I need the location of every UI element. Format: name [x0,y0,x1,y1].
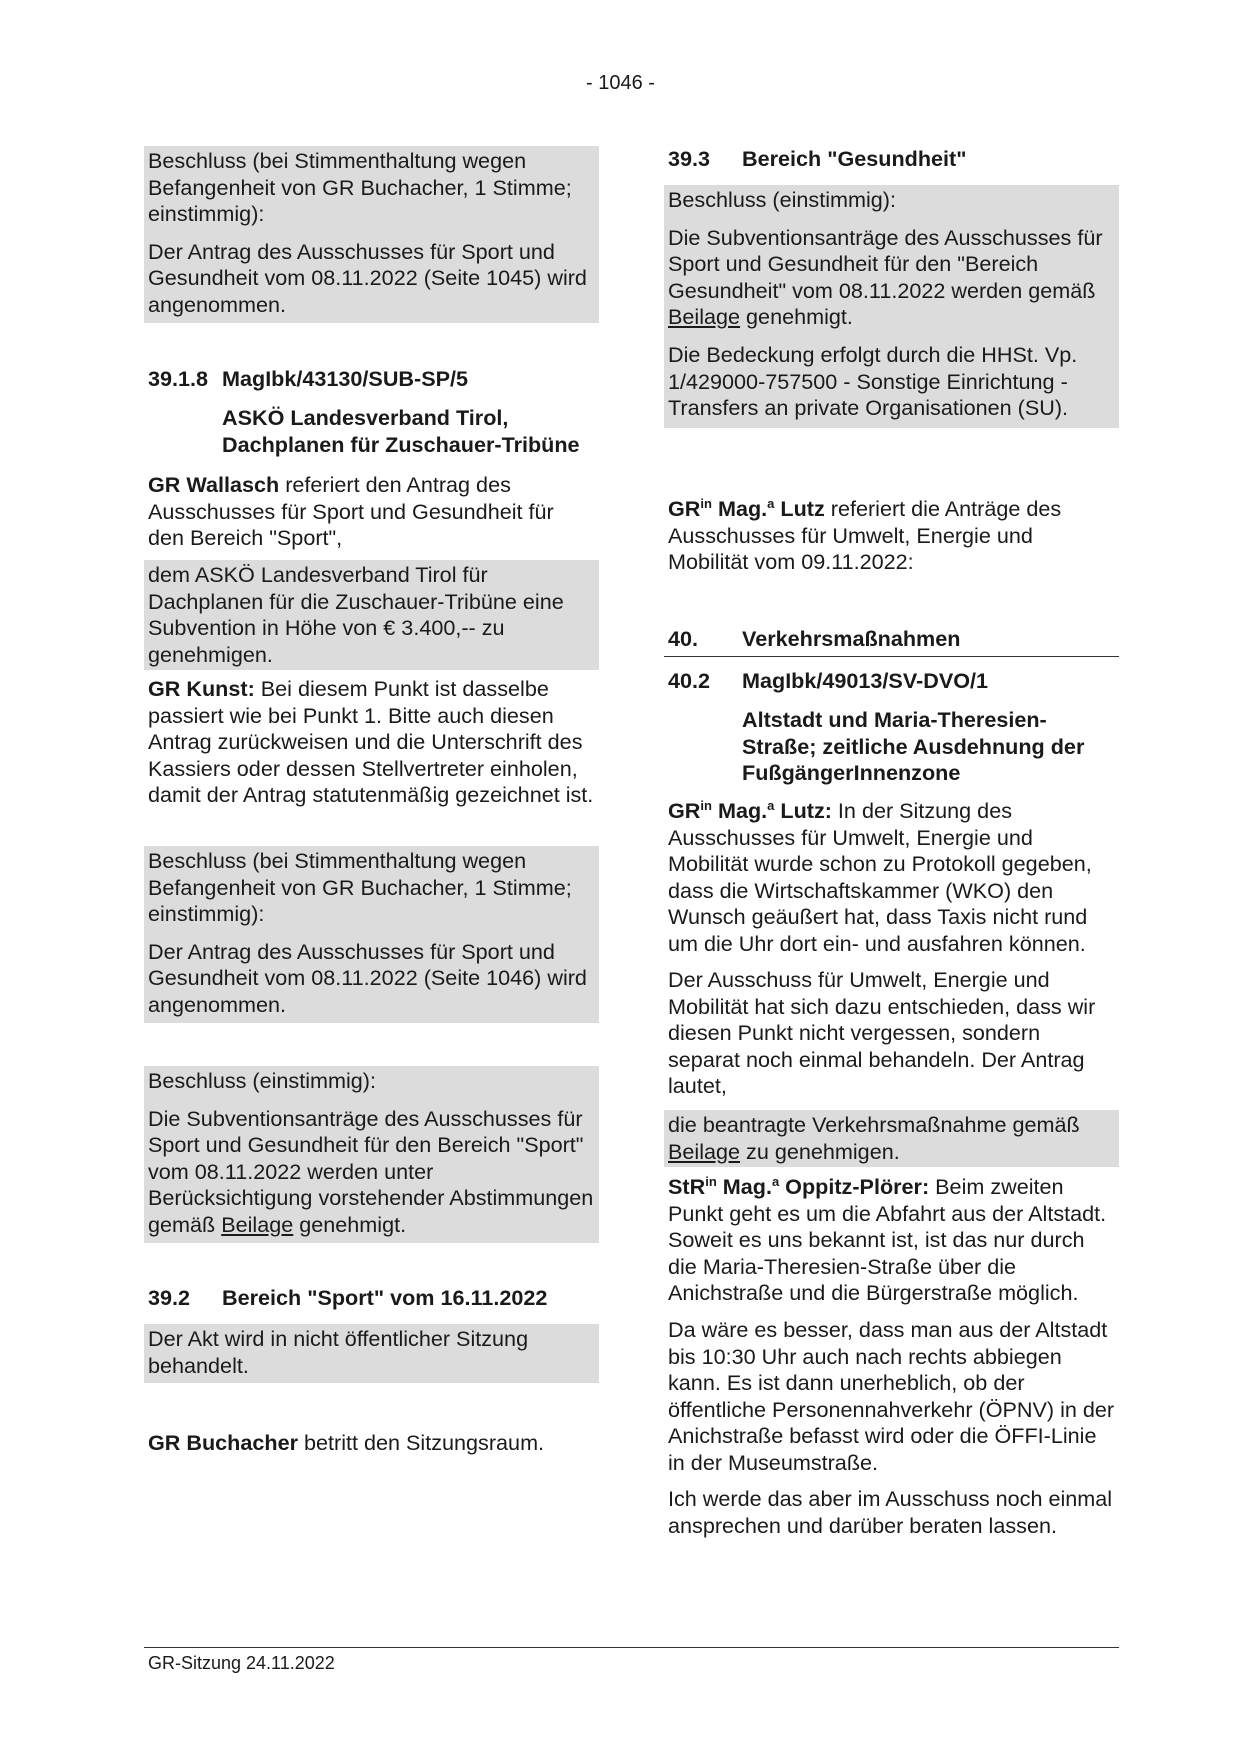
section-code: MagIbk/43130/SUB-SP/5 [222,366,469,391]
section-divider [664,656,1119,657]
section-39-1-8-title: ASKÖ Landesverband Tirol, Dachplanen für Zuschauer-Tribüne [222,405,580,457]
section-number: 40. [668,626,699,651]
paragraph-text: referiert den Antrag des Ausschusses für Sport und Gesundheit für den Bereich "Sport", [148,472,554,551]
paragraph-text: In der Sitzung des Ausschusses für Umwelt, Energie und Mobilität wurde schon zu Protokoll gegeben, dass die Wirtschaftskammer (WKO) den Wunsch geäußert hat, dass Taxis nicht rund um die Uhr dort ein- und ausfahren können. [668,798,1092,956]
section-number: 39.1.8 [148,366,209,391]
paragraph-kunst [144,676,599,809]
section-number: 39.3 [668,146,711,171]
paragraph-text: Beim zweiten Punkt geht es um die Abfahrt aus der Altstadt. Soweit es uns bekannt ist, ist das nur durch die Maria-Theresien-Straße über die Anichstraße und die Bürgerstraße möglich. [668,1174,1107,1306]
speaker-name: Lutz [774,496,825,521]
resolution-4-text [668,225,1115,331]
speaker-degree: Mag. [711,798,768,823]
paragraph-closing: Ich werde das aber im Ausschuss noch einmal ansprechen und darüber beraten lassen. [668,1486,1113,1538]
motion-box: dem ASKÖ Landesverband Tirol für Dachplanen für die Zuschauer-Tribüne eine Subvention in Höhe von € 3.400,-- zu genehmigen. [144,560,599,670]
resolution-4-coverage: Die Bedeckung erfolgt durch die HHSt. Vp. 1/429000-757500 - Sonstige Einrichtung - Transfers an private Organisationen (SU). [668,341,1078,421]
page-number: - 1046 - [586,72,655,94]
section-number: 40.2 [668,668,711,693]
speaker-title-sup: in [700,798,712,813]
speaker-title-sup: in [700,496,712,511]
resolution-text: Die Subventionsanträge des Ausschusses für Sport und Gesundheit für den Bereich "Sport" vom 08.11.2022 werden unter Berücksichtigung vorstehender Abstimmungen gemäß [148,1105,594,1237]
resolution-text: genehmigt. [740,304,853,330]
speaker-title: StR [668,1174,706,1199]
paragraph-lutz-statement [664,798,1119,958]
beilage-link[interactable]: Beilage [668,304,741,330]
resolution-1-text: Der Antrag des Ausschusses für Sport und Gesundheit vom 08.11.2022 (Seite 1045) wird angenommen. [148,238,587,317]
speaker-name: GR Kunst: [148,676,255,701]
paragraph-ausschuss: Der Ausschuss für Umwelt, Energie und Mobilität hat sich dazu entschieden, dass wir diesen Punkt nicht vergessen, sondern separat noch einmal behandeln. Der Antrag lautet, [668,967,1096,1099]
nonpublic-notice-box: Der Akt wird in nicht öffentlicher Sitzung behandelt. [144,1324,599,1383]
resolution-text: Die Subventionsanträge des Ausschusses für Sport und Gesundheit für den "Bereich Gesundheit" vom 08.11.2022 werden gemäß [668,224,1103,303]
section-title: Verkehrsmaßnahmen [742,626,961,651]
paragraph-oppitz [664,1174,1119,1307]
resolution-4-title: Beschluss (einstimmig): [668,187,896,212]
motion-box-2 [664,1110,1119,1167]
paragraph-text: betritt den Sitzungsraum. [298,1430,545,1455]
beilage-link[interactable]: Beilage [221,1211,294,1237]
section-title: Bereich "Sport" vom 16.11.2022 [222,1285,548,1310]
speaker-name: Oppitz-Plörer: [779,1174,930,1199]
speaker-title: GR [668,798,701,823]
speaker-degree: Mag. [711,496,768,521]
speaker-title: GR [668,496,701,521]
paragraph-text: referiert die Anträge des Ausschusses für Umwelt, Energie und Mobilität vom 09.11.2022: [668,496,1062,575]
paragraph-buchacher [144,1430,599,1457]
speaker-name: GR Buchacher [148,1430,298,1455]
resolution-2-text: Der Antrag des Ausschusses für Sport und Gesundheit vom 08.11.2022 (Seite 1046) wird angenommen. [148,938,587,1017]
section-code: MagIbk/49013/SV-DVO/1 [742,668,989,693]
beilage-link[interactable]: Beilage [668,1138,741,1164]
resolution-box-2 [144,846,599,1023]
speaker-degree: Mag. [716,1174,772,1199]
resolution-text: genehmigt. [293,1211,407,1237]
section-40-2-heading [664,668,1119,695]
footer-divider [144,1647,1119,1648]
speaker-name: GR Wallasch [148,472,280,497]
section-39-1-8-heading [144,366,599,393]
speaker-degree-sup: a [767,798,775,813]
motion-text: die beantragte Verkehrsmaßnahme gemäß [668,1112,1080,1137]
paragraph-lutz-intro [664,496,1119,576]
section-number: 39.2 [148,1285,191,1310]
paragraph-text: Bei diesem Punkt ist dasselbe passiert wie bei Punkt 1. Bitte auch diesen Antrag zurückweisen und die Unterschrift des Kassiers oder dessen Stellvertreter einholen, damit der Antrag statutenmäßig gezeichnet ist. [148,676,594,808]
paragraph-wallasch [144,472,599,552]
motion-text: zu genehmigen. [740,1138,900,1164]
resolution-box-4 [664,185,1119,428]
resolution-box-3 [144,1066,599,1243]
speaker-degree-sup: a [771,1174,780,1189]
speaker-title-sup: in [705,1174,717,1189]
resolution-3-title: Beschluss (einstimmig): [148,1068,376,1093]
resolution-3-text [148,1106,595,1239]
section-39-2-heading [144,1285,599,1312]
paragraph-altstadt: Da wäre es besser, dass man aus der Altstadt bis 10:30 Uhr auch nach rechts abbiegen kann. Es ist dann unerheblich, ob der öffentliche Personennahverkehr (ÖPNV) in der Anichstraße befasst wird oder die ÖFFI-Linie in der Museumstraße. [668,1317,1115,1475]
section-title: Bereich "Gesundheit" [742,146,967,171]
speaker-degree-sup: a [767,496,775,511]
resolution-2-title: Beschluss (bei Stimmenthaltung wegen Befangenheit von GR Buchacher, 1 Stimme; einstimmig): [148,848,572,927]
section-40-heading [664,626,1119,653]
footer-text: GR-Sitzung 24.11.2022 [148,1653,335,1673]
speaker-name: Lutz: [774,798,832,823]
resolution-1-title: Beschluss (bei Stimmenthaltung wegen Befangenheit von GR Buchacher, 1 Stimme; einstimmig): [148,148,572,227]
section-39-3-heading [664,146,1119,173]
section-40-2-title: Altstadt und Maria-Theresien-Straße; zeitliche Ausdehnung der FußgängerInnenzone [742,707,1085,786]
resolution-box-1 [144,146,599,323]
